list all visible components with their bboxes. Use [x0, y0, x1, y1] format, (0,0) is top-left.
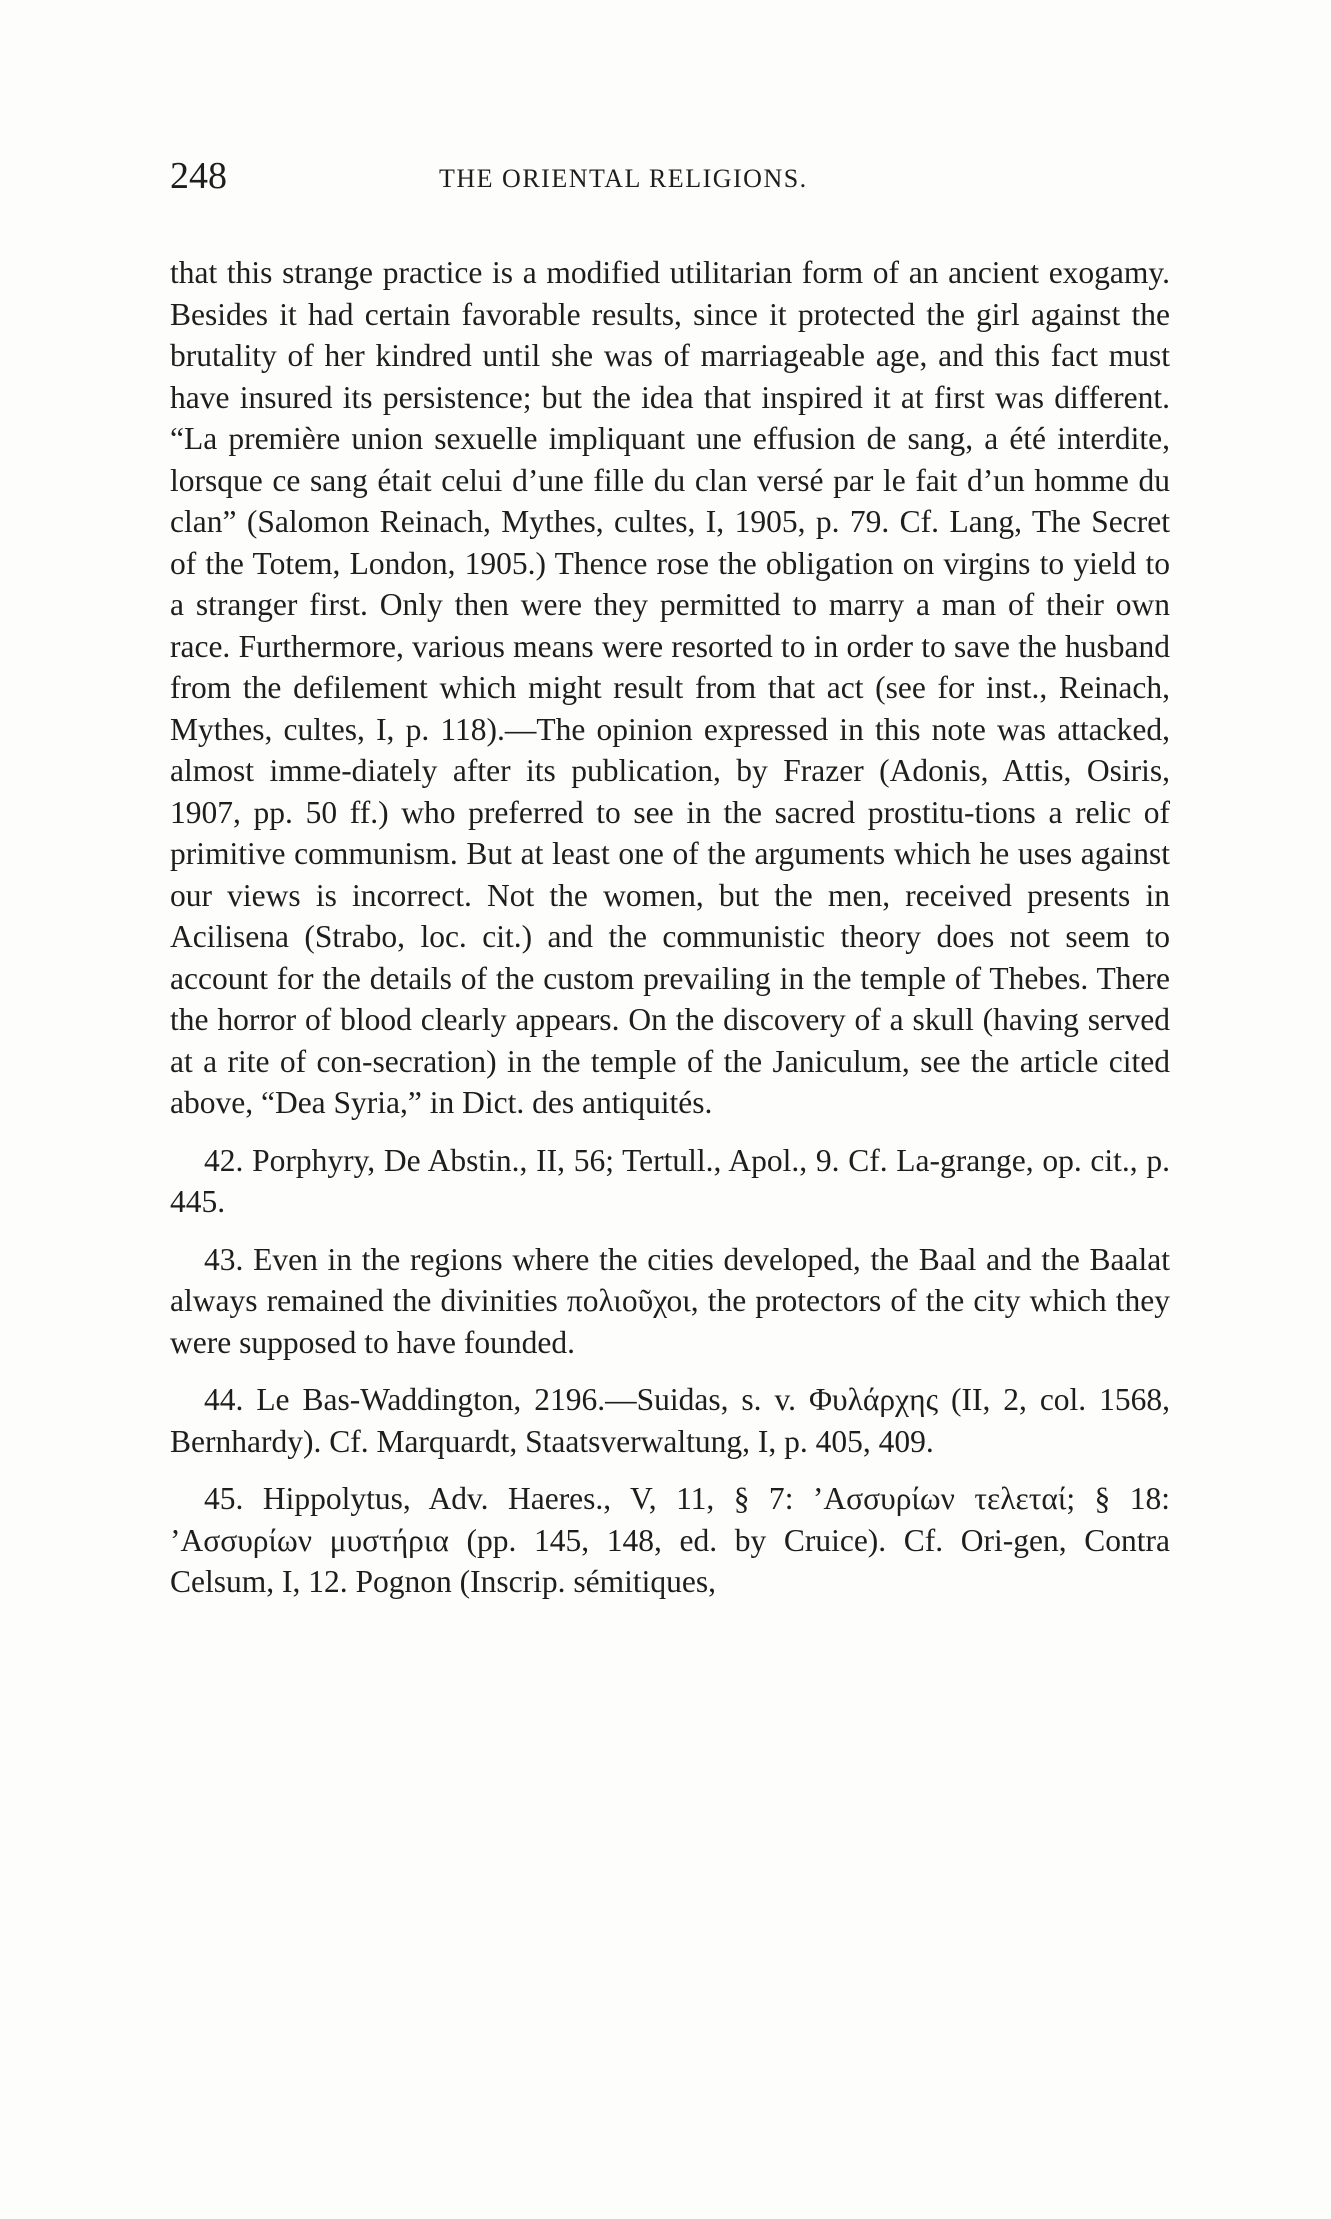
- page-header: [170, 154, 1170, 214]
- note-text: Hippolytus, Adv. Haeres., V, 11, § 7: ’Ασσυρίων τελεταί; § 18: ’Ασσυρίων μυστήρια (pp. 145, 148, ed. by Cruice). Cf. Ori-gen, Contra Celsum, I, 12. Pognon (Inscrip. sémitiques,: [170, 1481, 1170, 1599]
- note-number: 44.: [204, 1382, 244, 1417]
- footnote-45: [170, 1478, 1170, 1603]
- note-number: 45.: [204, 1481, 244, 1516]
- footnote-42: [170, 1140, 1170, 1223]
- running-title: THE ORIENTAL RELIGIONS.: [439, 164, 808, 193]
- footnote-44: [170, 1379, 1170, 1462]
- note-number: 42.: [204, 1142, 244, 1178]
- footnote-43: [170, 1239, 1170, 1364]
- note-text: Even in the regions where the cities developed, the Baal and the Baalat always remained the divinities πολιοῦχοι, the protectors of the city which they were supposed to have founded.: [170, 1241, 1171, 1360]
- page-body: [170, 252, 1170, 1603]
- continuation-paragraph: that this strange practice is a modified utilitarian form of an ancient exogamy. Besides it had certain favorable results, since it protected the girl against the brutality of her kindred until she was of marriageable age, and this fact must have insured its persistence; but the idea that inspired it at first was different. “La première union sexuelle impliquant une effusion de sang, a été interdite, lorsque ce sang était celui d’une fille du clan versé par le fait d’un homme du clan” (Salomon Reinach, Mythes, cultes, I, 1905, p. 79. Cf. Lang, The Secret of the Totem, London, 1905.) Thence rose the obligation on virgins to yield to a stranger first. Only then were they permitted to marry a man of their own race. Furthermore, various means were resorted to in order to save the husband from the defilement which might result from that act (see for inst., Reinach, Mythes, cultes, I, p. 118).—The opinion expressed in this note was attacked, almost imme-diately after its publication, by Frazer (Adonis, Attis, Osiris, 1907, pp. 50 ff.) who preferred to see in the sacred prostitu-tions a relic of primitive communism. But at least one of the arguments which he uses against our views is incorrect. Not the women, but the men, received presents in Acilisena (Strabo, loc. cit.) and the communistic theory does not seem to account for the details of the custom prevailing in the temple of Thebes. There the horror of blood clearly appears. On the discovery of a skull (having served at a rite of con-secration) in the temple of the Janiculum, see the article cited above, “Dea Syria,” in Dict. des antiquités.: [170, 255, 1170, 1120]
- note-number: 43.: [204, 1241, 244, 1277]
- note-text: Porphyry, De Abstin., II, 56; Tertull., Apol., 9. Cf. La-grange, op. cit., p. 445.: [170, 1142, 1171, 1219]
- note-text: Le Bas-Waddington, 2196.—Suidas, s. v. Φυλάρχης (II, 2, col. 1568, Bernhardy). Cf. Marquardt, Staatsverwaltung, I, p. 405, 409.: [170, 1382, 1170, 1459]
- page-number: 248: [170, 155, 227, 197]
